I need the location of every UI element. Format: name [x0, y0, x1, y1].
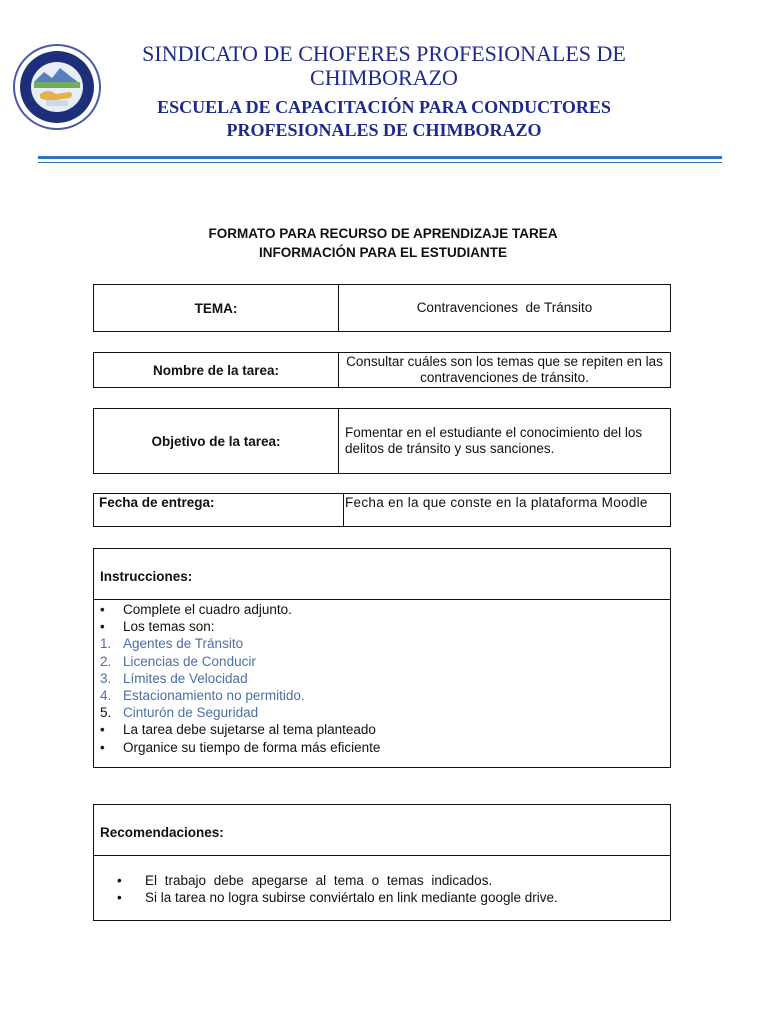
nombre-value: Consultar cuáles son los temas que se repiten en las contravenciones de tránsito.	[346, 354, 663, 385]
list-item-text: La tarea debe sujetarse al tema planteado	[123, 722, 376, 738]
list-item-text: Licencias de Conducir	[123, 653, 256, 669]
tema-label: TEMA:	[94, 285, 339, 331]
nombre-row	[93, 352, 671, 388]
number-marker: 4.	[100, 688, 112, 704]
list-item-text: Organice su tiempo de forma más eficiente	[123, 739, 381, 755]
recommendations-section	[93, 804, 671, 921]
document-title	[93, 224, 673, 262]
instructions-section	[93, 548, 671, 768]
fecha-row	[93, 493, 671, 527]
list-item-text: Cinturón de Seguridad	[123, 705, 259, 721]
objetivo-value: Fomentar en el estudiante el conocimiento del los delitos de tránsito y sus sanciones.	[345, 425, 643, 456]
number-marker: 5.	[100, 705, 112, 721]
fecha-label: Fecha de entrega:	[94, 494, 344, 526]
bullet-marker: •	[117, 890, 122, 906]
list-item-text: Límites de Velocidad	[123, 670, 248, 686]
tema-value	[339, 285, 670, 331]
list-item	[100, 635, 664, 652]
list-item-text: Estacionamiento no permitido.	[123, 688, 305, 704]
list-item	[117, 872, 664, 889]
number-marker: 1.	[100, 636, 112, 652]
tema-value-text: Contravenciones de Tránsito	[416, 300, 593, 315]
instructions-list	[100, 601, 664, 756]
bullet-marker: •	[100, 619, 105, 635]
organization-title: SINDICATO DE CHOFERES PROFESIONALES DE CHIMBORAZO	[142, 41, 626, 90]
bullet-marker: •	[100, 602, 105, 617]
objetivo-label: Objetivo de la tarea:	[94, 409, 339, 473]
bullet-marker: •	[100, 739, 105, 755]
bullet-marker: •	[100, 722, 105, 738]
objetivo-row	[93, 408, 671, 474]
nombre-label: Nombre de la tarea:	[94, 353, 339, 387]
list-item-text: Si la tarea no logra subirse conviértalo en link mediante google drive.	[145, 890, 558, 906]
instructions-heading: Instrucciones:	[94, 549, 670, 600]
document-title-line-2: INFORMACIÓN PARA EL ESTUDIANTE	[258, 245, 507, 260]
list-item-text: Los temas son:	[123, 619, 215, 635]
number-marker: 2.	[100, 653, 112, 669]
list-item	[117, 889, 664, 906]
header-divider-thin	[38, 162, 722, 163]
list-item-text: Complete el cuadro adjunto.	[123, 602, 292, 617]
list-item-text: El trabajo debe apegarse al tema o temas indicados.	[145, 873, 493, 888]
list-item	[100, 618, 664, 635]
list-item	[100, 739, 664, 756]
union-seal-icon	[12, 42, 102, 132]
document-title-line-1: FORMATO PARA RECURSO DE APRENDIZAJE TAREA	[208, 226, 558, 241]
list-item	[100, 670, 664, 687]
school-title: ESCUELA DE CAPACITACIÓN PARA CONDUCTORES PROFESIONALES DE CHIMBORAZO	[157, 97, 611, 140]
recommendations-heading: Recomendaciones:	[94, 805, 670, 856]
number-marker: 3.	[100, 670, 112, 686]
fecha-value: Fecha en la que conste en la plataforma Moodle	[345, 495, 648, 510]
list-item	[100, 704, 664, 721]
list-item-text: Agentes de Tránsito	[123, 636, 244, 652]
list-item	[100, 721, 664, 738]
list-item	[100, 687, 664, 704]
list-item	[100, 653, 664, 670]
list-item	[100, 601, 664, 618]
recommendations-list	[117, 872, 664, 906]
tema-row	[93, 284, 671, 332]
bullet-marker: •	[117, 873, 122, 888]
header-divider-thick	[38, 156, 722, 159]
